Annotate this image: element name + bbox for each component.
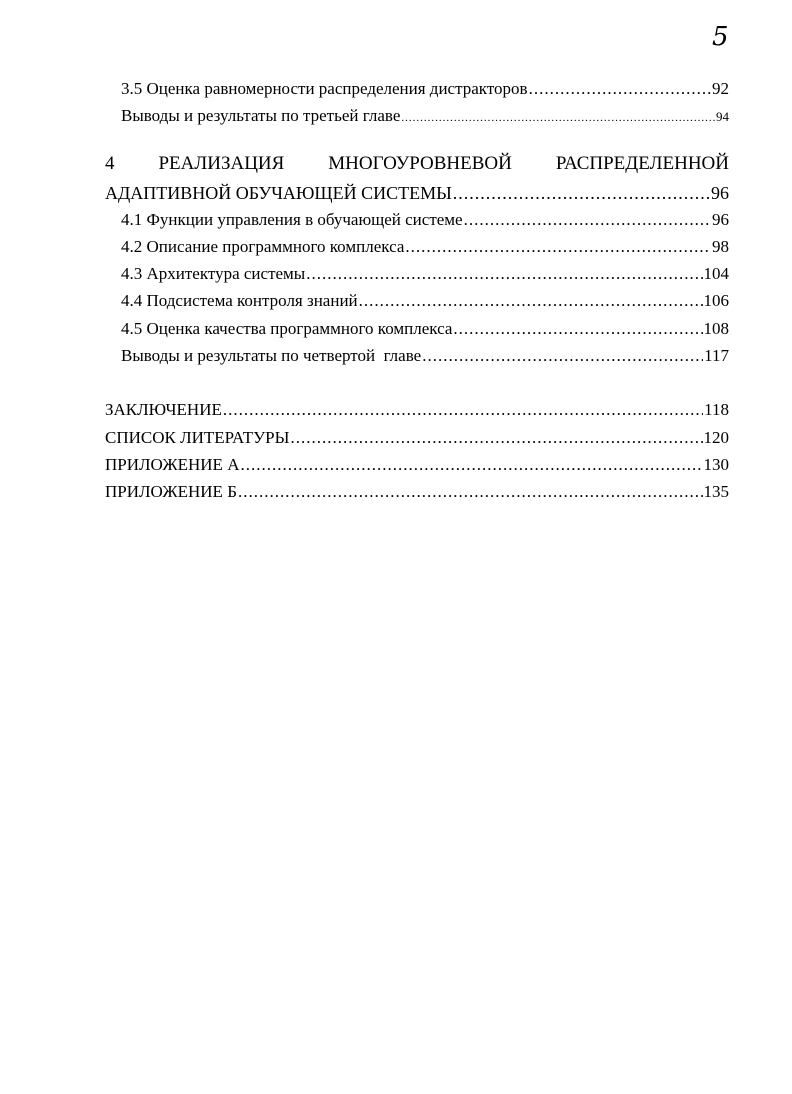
toc-entry-page: 98 <box>712 237 729 256</box>
toc-entry-page: 96 <box>712 210 729 229</box>
toc-entry-page: 92 <box>712 79 729 98</box>
dot-leader <box>306 263 702 285</box>
toc-entry-label: 4.4 Подсистема контроля знаний <box>121 291 358 310</box>
dot-leader <box>453 182 710 204</box>
toc-entry-label: Выводы и результаты по третьей главе <box>121 106 401 125</box>
toc-entry-page: 135 <box>703 482 729 501</box>
dot-leader <box>464 209 711 231</box>
dot-leader <box>223 399 703 421</box>
dot-leader <box>453 318 702 340</box>
toc-entry-3-5 <box>121 78 729 100</box>
toc-entry-label: 4.2 Описание программного комплекса <box>121 237 405 256</box>
toc-entry-label: 4.3 Архитектура системы <box>121 264 306 283</box>
dot-leader <box>240 454 702 476</box>
toc-entry-label: ПРИЛОЖЕНИЕ А <box>105 455 240 474</box>
dot-leader <box>422 345 703 367</box>
toc-entry-label: СПИСОК ЛИТЕРАТУРЫ <box>105 428 290 447</box>
toc-entry-page: 108 <box>703 319 729 338</box>
dot-leader <box>238 481 703 503</box>
toc-entry-page: 94 <box>716 109 729 124</box>
toc-entry-page: 130 <box>703 455 729 474</box>
toc-entry-label: ПРИЛОЖЕНИЕ Б <box>105 482 237 501</box>
toc-entry-page: 117 <box>704 346 729 365</box>
toc-entry-label: Выводы и результаты по четвертой главе <box>121 346 422 365</box>
toc-entry-page: 118 <box>704 400 729 419</box>
toc-entry-4-5 <box>121 318 729 340</box>
chapter-title-word: РАСПРЕДЕЛЕННОЙ <box>555 153 729 174</box>
toc-entry-page: 104 <box>703 264 729 283</box>
toc-entry-4-1 <box>121 209 729 231</box>
dot-leader <box>359 290 703 312</box>
toc-entry-conclusion <box>105 399 729 421</box>
toc-entry-label: АДАПТИВНОЙ ОБУЧАЮЩЕЙ СИСТЕМЫ <box>105 183 452 203</box>
toc-entry-page: 96 <box>711 183 729 203</box>
toc-entry-4-3 <box>121 263 729 285</box>
dot-leader <box>401 107 715 129</box>
toc-entry-chapter-4 <box>105 182 729 204</box>
chapter-4-heading <box>105 152 729 176</box>
dot-leader <box>405 236 711 258</box>
toc-entry-4-4 <box>121 290 729 312</box>
dot-leader <box>290 427 702 449</box>
chapter-title-word: РЕАЛИЗАЦИЯ <box>158 153 285 174</box>
toc-entry-label: 4.1 Функции управления в обучающей системе <box>121 210 463 229</box>
toc-entry-references <box>105 427 729 449</box>
toc-entry-label: 4.5 Оценка качества программного комплекса <box>121 319 453 338</box>
dot-leader <box>529 78 711 100</box>
toc-entry-page: 120 <box>703 428 729 447</box>
toc-entry-conclusions-3 <box>121 105 729 129</box>
toc-entry-label: 3.5 Оценка равномерности распределения дистракторов <box>121 79 528 98</box>
chapter-title-word: МНОГОУРОВНЕВОЙ <box>328 153 512 174</box>
toc-entry-appendix-a <box>105 454 729 476</box>
toc-entry-appendix-b <box>105 481 729 503</box>
toc-entry-label: ЗАКЛЮЧЕНИЕ <box>105 400 222 419</box>
chapter-number: 4 <box>105 153 115 174</box>
toc-entry-4-2 <box>121 236 729 258</box>
toc-entry-conclusions-4 <box>121 345 729 367</box>
toc-entry-page: 106 <box>703 291 729 310</box>
handwritten-page-number: 5 <box>712 22 729 52</box>
